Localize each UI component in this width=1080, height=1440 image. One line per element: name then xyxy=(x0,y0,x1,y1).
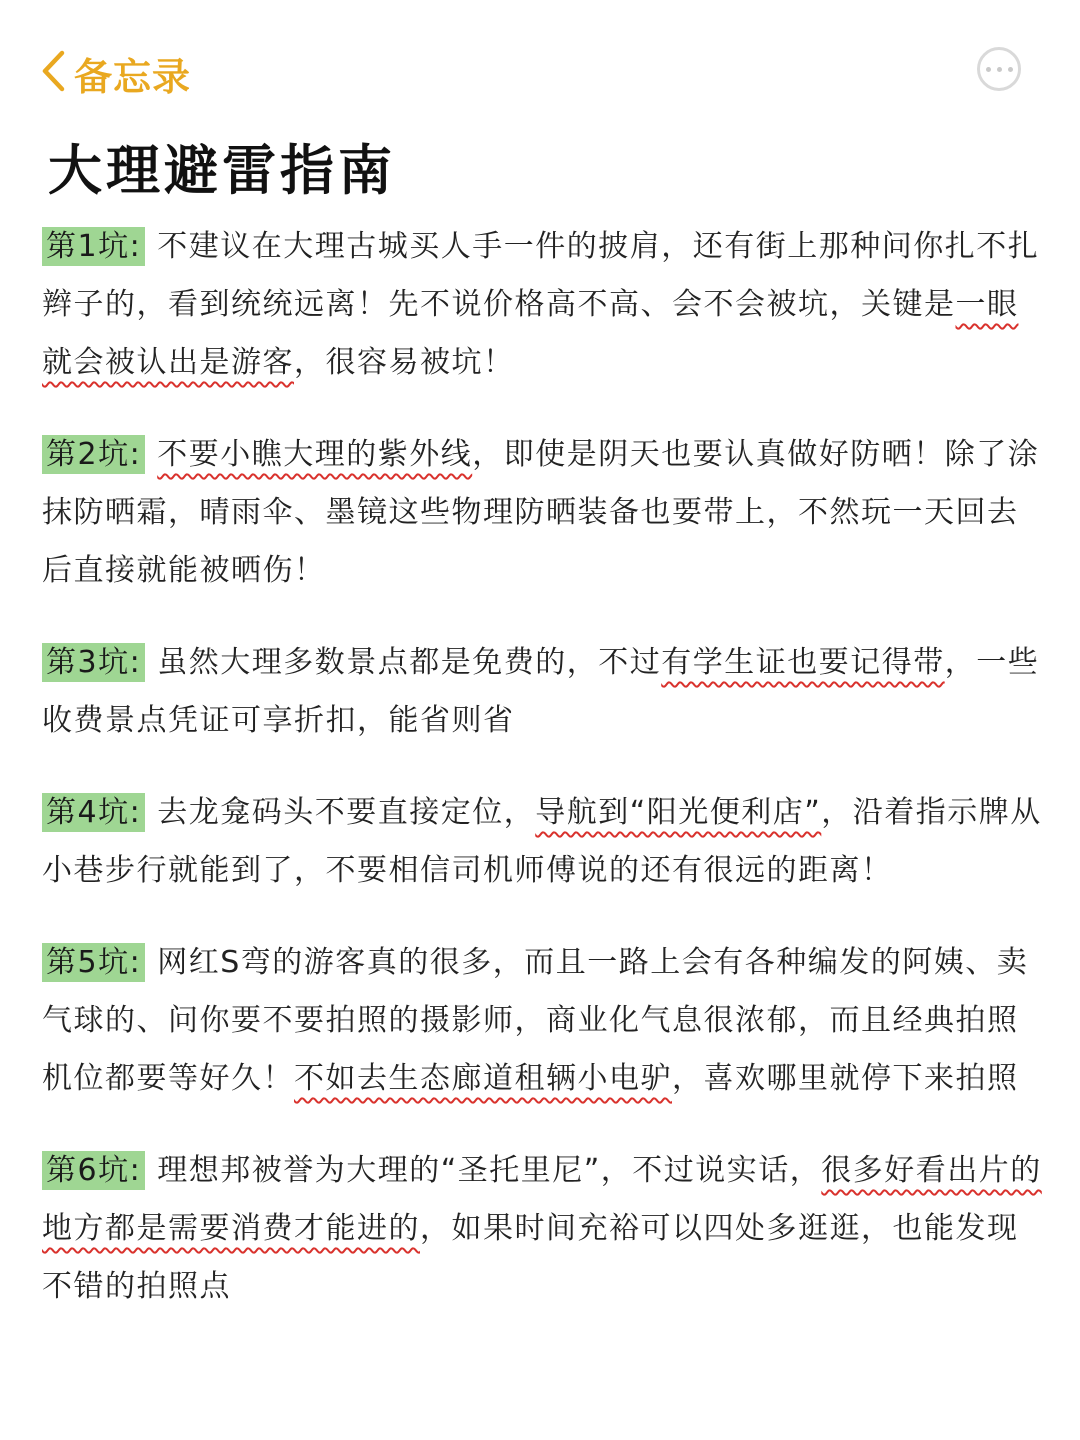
tip-tag: 第5坑: xyxy=(42,943,145,982)
tip-item xyxy=(42,218,1042,392)
tip-tag: 第4坑: xyxy=(42,793,145,832)
more-dots-icon xyxy=(986,67,991,72)
tip-text: 不建议在大理古城买人手一件的披肩，还有街上那种问你扎不扎辫子的，看到统统远离！先不说价格高不高、会不会被坑，关键是 xyxy=(42,229,1040,322)
more-button[interactable] xyxy=(977,47,1021,91)
tip-highlight: 很多好看出片的地方都是需要消费才能进的 xyxy=(42,1153,1042,1246)
tip-tag: 第3坑: xyxy=(42,643,145,682)
tip-text: ，喜欢哪里就停下来拍照 xyxy=(672,1061,1019,1096)
tip-highlight: 有学生证也要记得带 xyxy=(661,645,945,680)
tip-item xyxy=(42,634,1042,750)
tip-text: 虽然大理多数景点都是免费的，不过 xyxy=(157,645,662,680)
top-bar xyxy=(0,0,1080,130)
back-label: 备忘录 xyxy=(74,54,192,99)
tip-text: ，沿着指示牌从小巷步行就能到了，不要相信司机师傅说的还有很远的距离！ xyxy=(42,795,1042,888)
tip-item xyxy=(42,934,1042,1108)
chevron-left-icon xyxy=(38,48,68,98)
tip-highlight: 一眼就会被认出是游客 xyxy=(42,287,1019,380)
tip-highlight: 不要小瞧大理的紫外线 xyxy=(157,437,473,472)
tip-text: 网红S弯的游客真的很多，而且一路上会有各种编发的阿姨、卖气球的、问你要不要拍照的摄影师，商业化气息很浓郁，而且经典拍照机位都要等好久！ xyxy=(42,945,1029,1096)
page-title: 大理避雷指南 xyxy=(48,139,396,202)
tip-tag: 第6坑: xyxy=(42,1151,145,1190)
tip-highlight: 导航到“阳光便利店” xyxy=(535,795,822,830)
note-content[interactable] xyxy=(42,218,1042,1350)
tip-text: ，如果时间充裕可以四处多逛逛，也能发现不错的拍照点 xyxy=(42,1211,1019,1304)
tip-item xyxy=(42,1142,1042,1316)
tip-tag: 第2坑: xyxy=(42,435,145,474)
tip-text: ，很容易被坑！ xyxy=(294,345,515,380)
tip-tag: 第1坑: xyxy=(42,227,145,266)
tip-text: 去龙龛码头不要直接定位， xyxy=(157,795,536,830)
back-button[interactable] xyxy=(38,48,191,98)
tip-item xyxy=(42,426,1042,600)
tip-highlight: 不如去生态廊道租辆小电驴 xyxy=(294,1061,672,1096)
tip-text: 理想邦被誉为大理的“圣托里尼”，不过说实话， xyxy=(157,1153,822,1188)
tip-text: ，一些收费景点凭证可享折扣，能省则省 xyxy=(42,645,1040,738)
tip-item xyxy=(42,784,1042,900)
tip-text: ，即使是阴天也要认真做好防晒！除了涂抹防晒霜，晴雨伞、墨镜这些物理防晒装备也要带上，不然玩一天回去后直接就能被晒伤！ xyxy=(42,437,1040,588)
